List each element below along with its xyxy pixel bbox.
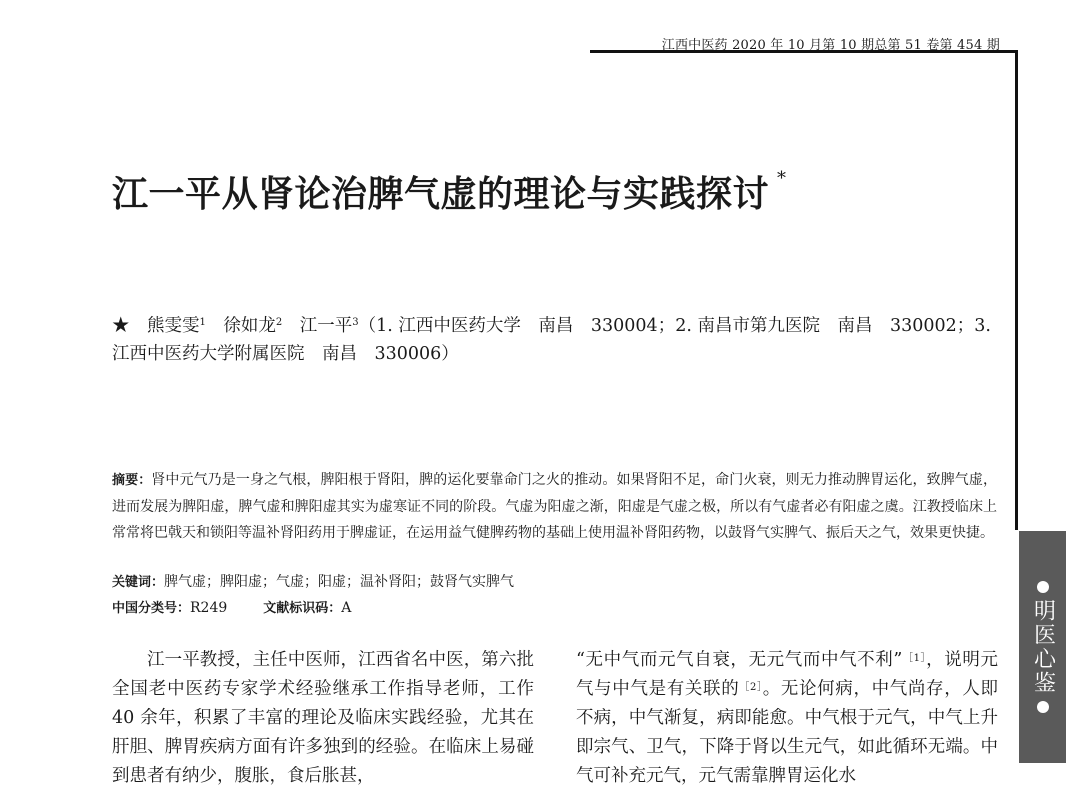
title-text: 江一平从肾论治脾气虚的理论与实践探讨 bbox=[112, 173, 770, 215]
author-2: 徐如龙 bbox=[223, 316, 276, 336]
reference-2: ［2］ bbox=[739, 682, 763, 693]
abstract-text: 肾中元气乃是一身之气根，脾阳根于肾阳，脾的运化要靠命门之火的推动。如果肾阳不足，命门火衰，则无力推动脾胃运化，致脾气虚，进而发展为脾阳虚，脾气虚和脾阳虚其实为虚寒证不同的阶段。气虚为阳虚之渐，阳虚是气虚之极，所以有气虚者必有阳虚之虞。江教授临床上常常将巴戟天和锁阳等温补肾阳药用于脾虚证，在运用益气健脾药物的基础上使用温补肾阳药物，以鼓肾气实脾气、振后天之气，效果更快捷。 bbox=[112, 472, 997, 541]
author-3-sup: 3 bbox=[352, 317, 359, 328]
author-line bbox=[112, 312, 997, 368]
keywords bbox=[112, 570, 514, 595]
author-1-sup: 1 bbox=[199, 317, 206, 328]
star-icon: ★ bbox=[112, 316, 130, 336]
clc-label: 中国分类号： bbox=[112, 601, 191, 616]
quote-text: “无中气而元气自衰，无元气而中气不利” bbox=[576, 650, 903, 670]
classification bbox=[112, 596, 351, 621]
dot-icon-bottom bbox=[1037, 701, 1049, 713]
running-head: 江西中医药 2020 年 10 月第 10 期总第 51 卷第 454 期 bbox=[661, 38, 1000, 53]
keywords-text: 脾气虚；脾阳虚；气虚；阳虚；温补肾阳；鼓肾气实脾气 bbox=[164, 574, 515, 590]
side-tab bbox=[1019, 531, 1066, 763]
author-1: 熊雯雯 bbox=[147, 316, 200, 336]
article-title bbox=[112, 166, 787, 217]
abstract-label: 摘要： bbox=[112, 473, 152, 488]
affiliations: （1. 江西中医药大学 南昌 330004；2. 南昌市第九医院 南昌 330002；3. 江西中医药大学附属医院 南昌 330006） bbox=[112, 316, 991, 364]
author-3: 江一平 bbox=[299, 316, 353, 336]
author-2-sup: 2 bbox=[275, 317, 283, 328]
body-paragraph-continued bbox=[576, 646, 998, 791]
body-column-left bbox=[112, 646, 534, 791]
body-text-part3: 。无论何病，中气尚存，人即不病，中气渐复，病即能愈。中气根于元气，中气上升即宗气、卫气，下降于肾以生元气，如此循环无端。中气可补充元气，元气需靠脾胃运化水 bbox=[576, 679, 998, 786]
doc-code-label: 文献标识码： bbox=[263, 601, 342, 616]
reference-1: ［1］ bbox=[902, 653, 927, 664]
title-footnote-mark: * bbox=[777, 168, 787, 189]
header-rule-vertical bbox=[1015, 50, 1018, 530]
body-paragraph: 江一平教授，主任中医师，江西省名中医，第六批全国老中医药专家学术经验继承工作指导老师，工作 40 余年，积累了丰富的理论及临床实践经验，尤其在肝胆、脾胃疾病方面有许多独到的经验。在临床上易碰到患者有纳少，腹胀，食后胀甚， bbox=[112, 650, 534, 786]
abstract bbox=[112, 467, 997, 546]
body-column-right bbox=[576, 646, 998, 791]
keywords-label: 关键词： bbox=[112, 575, 165, 590]
side-tab-label: 明医心鉴 bbox=[1030, 599, 1056, 695]
doc-code-value: A bbox=[341, 600, 352, 616]
clc-value: R249 bbox=[190, 600, 228, 616]
body-text-part2: ，说明元气与中气是有关联的 bbox=[576, 650, 998, 699]
dot-icon-top bbox=[1037, 581, 1049, 593]
